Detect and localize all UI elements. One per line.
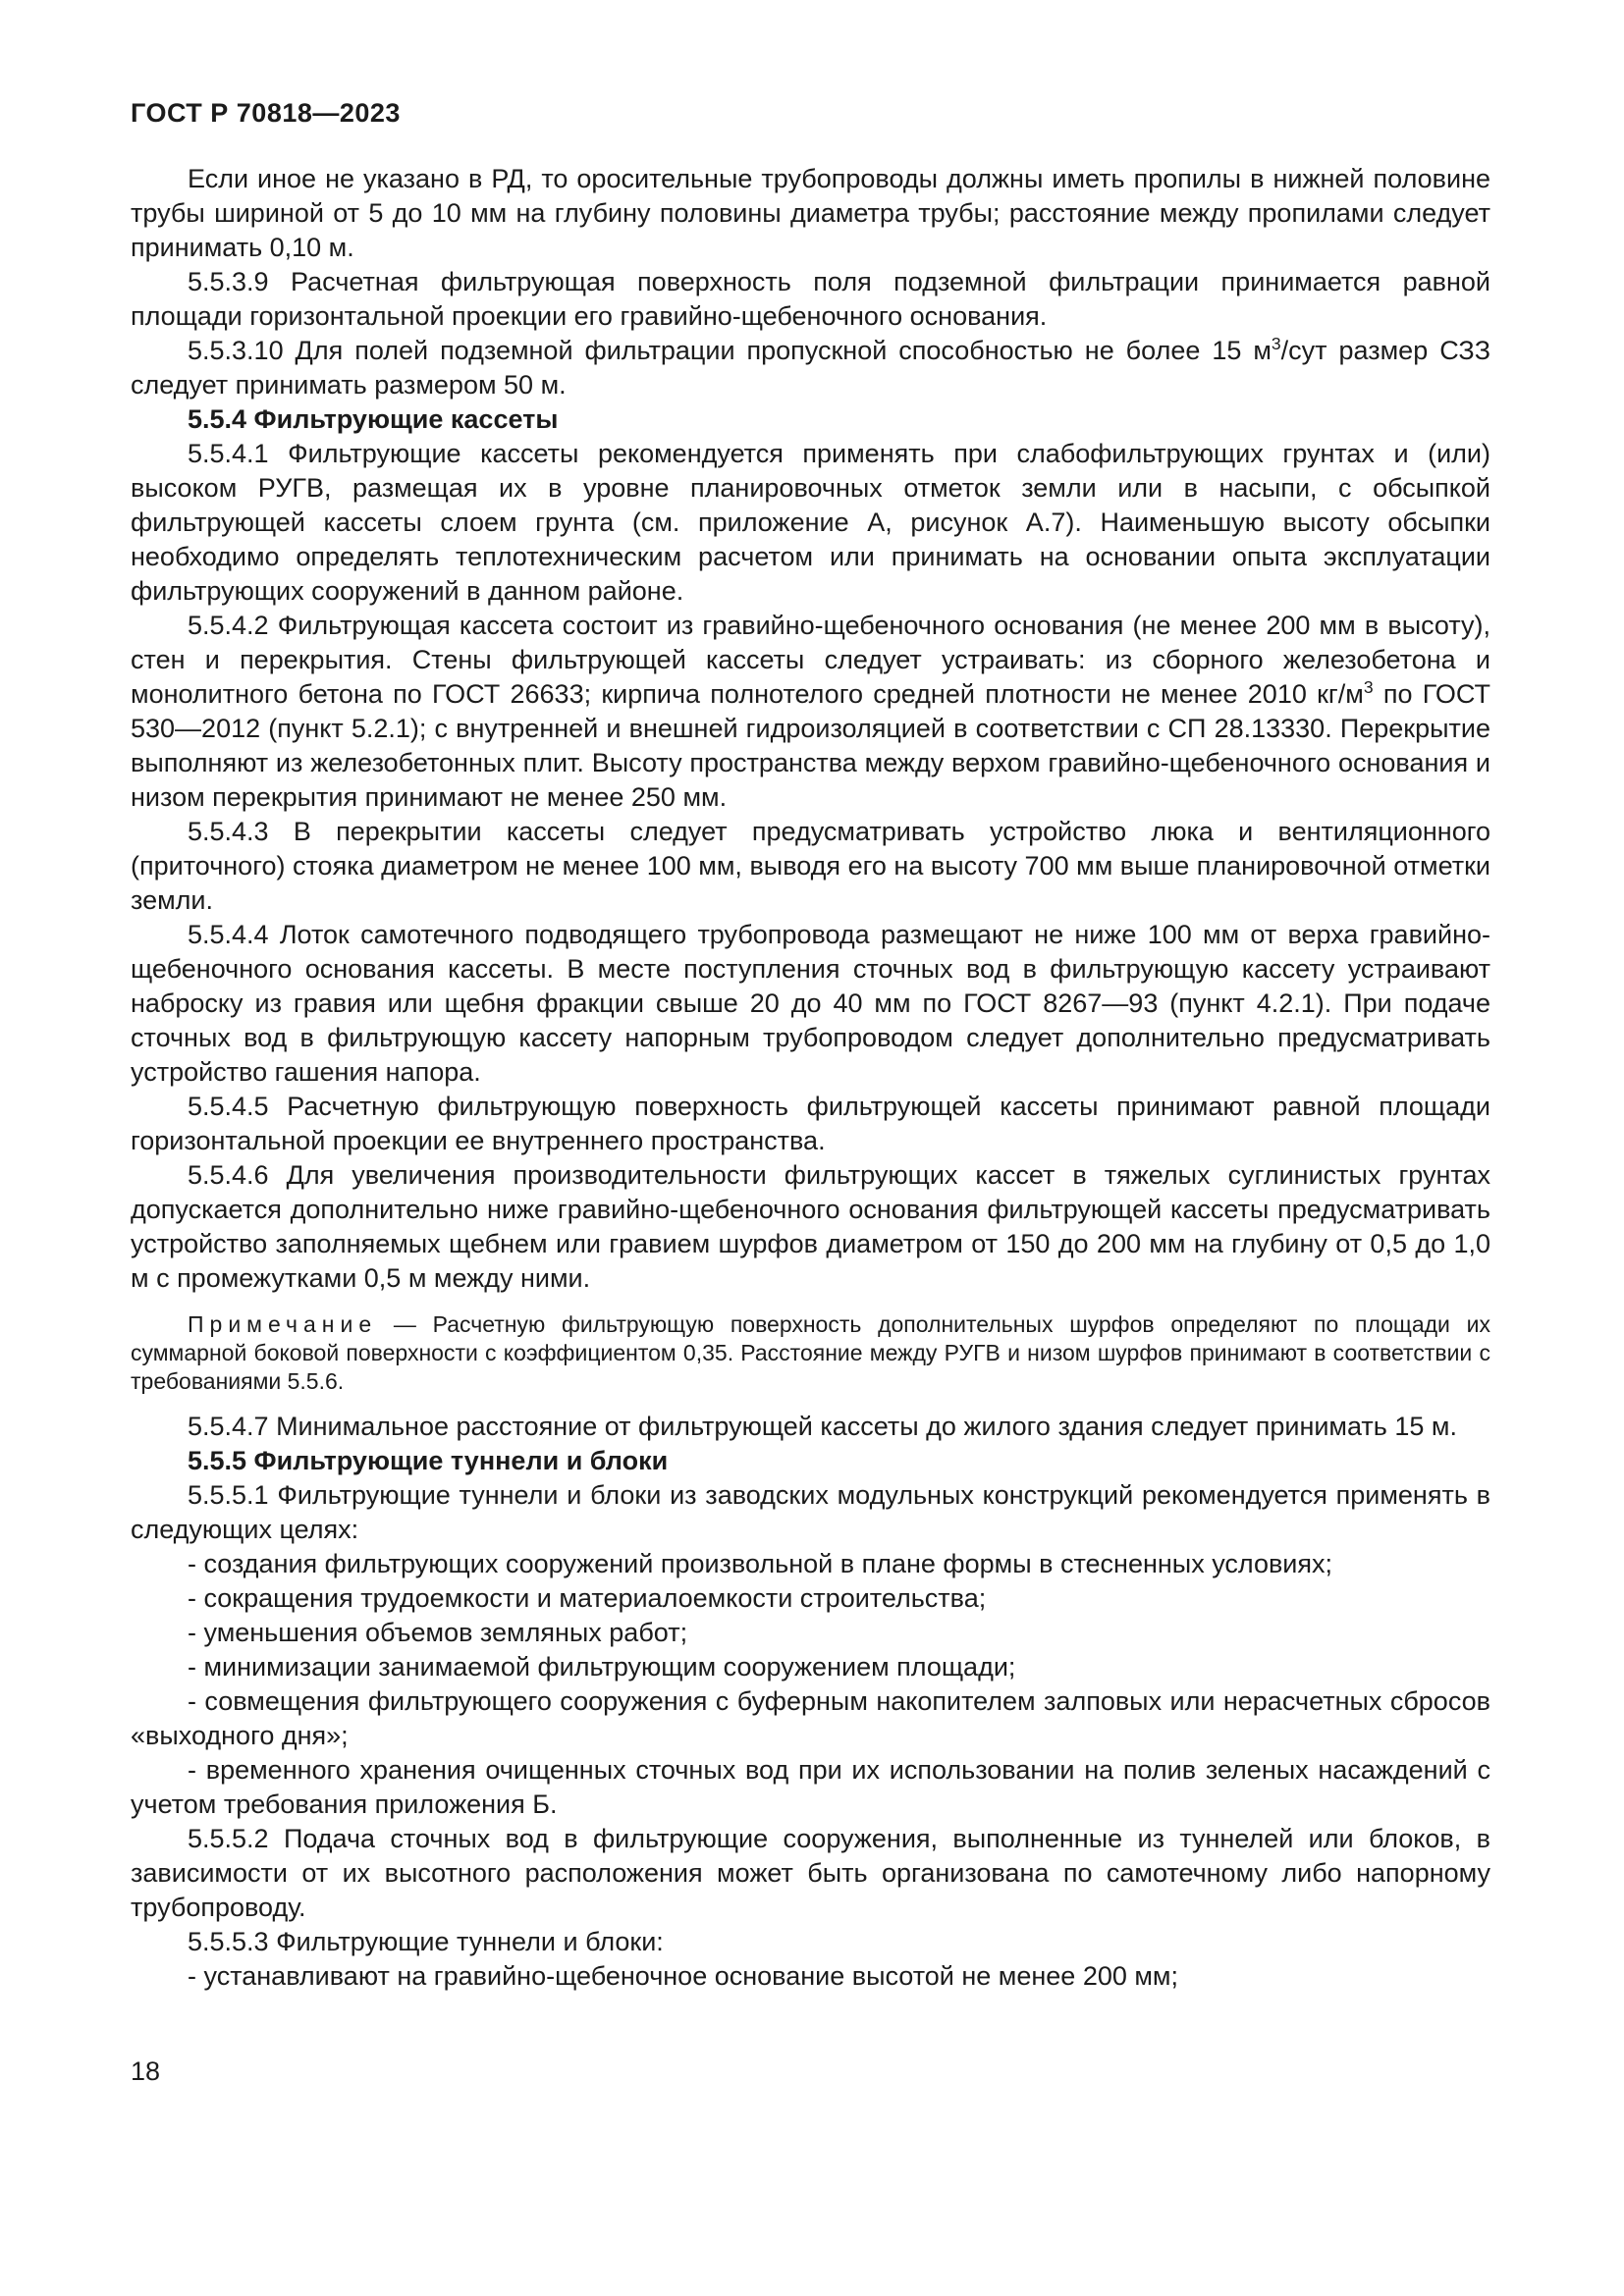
text-run: 5.5.4.2 Фильтрующая кассета состоит из гравийно-щебеночного основания (не менее 200 мм в высоту), стен и перекрытия. Стены фильтрующей кассеты следует устраивать: из сборного железобетона и монолитного бетона по ГОСТ 26633; кирпича полнотелого средней плотности не менее 2010 кг/м [131, 611, 1490, 709]
list-item-buffer: - совмещения фильтрующего сооружения с буферным накопителем залповых или нерасчетных сбросов «выходного дня»; [131, 1686, 1490, 1750]
heading-5-5-5: 5.5.5 Фильтрующие туннели и блоки [188, 1446, 669, 1475]
superscript-cubic-meter: 3 [1271, 334, 1281, 353]
list-item-base: - устанавливают на гравийно-щебеночное основание высотой не менее 200 мм; [188, 1961, 1178, 1991]
note-block [131, 1310, 1490, 1396]
doc-body [131, 162, 1490, 1994]
superscript-cubic-meter: 3 [1363, 677, 1374, 697]
paragraph-5-5-4-7: 5.5.4.7 Минимальное расстояние от фильтрующей кассеты до жилого здания следует принимать 15 м. [188, 1412, 1457, 1441]
paragraph-irrigation-pipes: Если иное не указано в РД, то оросительные трубопроводы должны иметь пропилы в нижней половине трубы шириной от 5 до 10 мм на глубину половины диаметра трубы; расстояние между пропилами следует принимать 0,10 м. [131, 164, 1490, 262]
heading-5-5-4: 5.5.4 Фильтрующие кассеты [188, 404, 559, 434]
text-run: /сут размер СЗЗ следует принимать размером 50 м. [131, 336, 1491, 400]
page-number: 18 [131, 2056, 161, 2086]
paragraph-5-5-4-1: 5.5.4.1 Фильтрующие кассеты рекомендуется применять при слабофильтрующих грунтах и (или) высоком РУГВ, размещая их в уровне планировочных отметок земли или в насыпи, с обсыпкой фильтрующей кассеты слоем грунта (см. приложение А, рисунок А.7). Наименьшую высоту обсыпки необходимо определять теплотехническим расчетом или принимать на основании опыта эксплуатации фильтрующих сооружений в данном районе. [131, 439, 1490, 606]
note-text: — Расчетную фильтрующую поверхность дополнительных шурфов определяют по площади их суммарной боковой поверхности с коэффициентом 0,35. Расстояние между РУГВ и низом шурфов принимают в соответствии с требованиями 5.5.6. [131, 1311, 1490, 1394]
note-label: Примечание [188, 1311, 378, 1337]
list-item-shapes: - создания фильтрующих сооружений произвольной в плане формы в стесненных условиях; [188, 1549, 1333, 1578]
doc-header [131, 98, 1490, 129]
paragraph-5-5-5-1: 5.5.5.1 Фильтрующие туннели и блоки из заводских модульных конструкций рекомендуется применять в следующих целях: [131, 1480, 1490, 1544]
paragraph-5-5-4-6: 5.5.4.6 Для увеличения производительности фильтрующих кассет в тяжелых суглинистых грунтах допускается дополнительно ниже гравийно-щебеночного основания фильтрующей кассеты предусматривать устройство заполняемых щебнем или гравием шурфов диаметром от 150 до 200 мм на глубину от 0,5 до 1,0 м с промежутками 0,5 м между ними. [131, 1160, 1490, 1293]
doc-footer [131, 2056, 1490, 2087]
list-item-storage: - временного хранения очищенных сточных вод при их использовании на полив зеленых насаждений с учетом требования приложения Б. [131, 1755, 1490, 1819]
list-item-earthworks: - уменьшения объемов земляных работ; [188, 1618, 688, 1647]
text-run: 5.5.3.10 Для полей подземной фильтрации пропускной способностью не более 15 м [188, 336, 1272, 365]
paragraph-5-5-3-9: 5.5.3.9 Расчетная фильтрующая поверхность поля подземной фильтрации принимается равной площади горизонтальной проекции его гравийно-щебеночного основания. [131, 267, 1490, 331]
text-run: по ГОСТ 530—2012 (пункт 5.2.1); с внутренней и внешней гидроизоляцией в соответствии с СП 28.13330. Перекрытие выполняют из железобетонных плит. Высоту пространства между верхом гравийно-щебеночного основания и низом перекрытия принимают не менее 250 мм. [131, 679, 1490, 812]
paragraph-5-5-4-4: 5.5.4.4 Лоток самотечного подводящего трубопровода размещают не ниже 100 мм от верха гравийно-щебеночного основания кассеты. В месте поступления сточных вод в фильтрующую кассету устраивают наброску из гравия или щебня фракции свыше 20 до 40 мм по ГОСТ 8267—93 (пункт 4.2.1). При подаче сточных вод в фильтрующую кассету напорным трубопроводом следует дополнительно предусматривать устройство гашения напора. [131, 920, 1490, 1087]
paragraph-5-5-5-3: 5.5.5.3 Фильтрующие туннели и блоки: [188, 1927, 664, 1956]
list-item-labor: - сокращения трудоемкости и материалоемкости строительства; [188, 1583, 987, 1613]
paragraph-5-5-4-2 [131, 609, 1490, 815]
list-item-area: - минимизации занимаемой фильтрующим сооружением площади; [188, 1652, 1016, 1682]
paragraph-5-5-3-10 [131, 334, 1490, 402]
paragraph-5-5-5-2: 5.5.5.2 Подача сточных вод в фильтрующие сооружения, выполненные из туннелей или блоков, в зависимости от их высотного расположения может быть организована по самотечному либо напорному трубопроводу. [131, 1824, 1490, 1922]
paragraph-5-5-4-5: 5.5.4.5 Расчетную фильтрующую поверхность фильтрующей кассеты принимают равной площади горизонтальной проекции ее внутреннего пространства. [131, 1092, 1490, 1155]
paragraph-5-5-4-3: 5.5.4.3 В перекрытии кассеты следует предусматривать устройство люка и вентиляционного (приточного) стояка диаметром не менее 100 мм, выводя его на высоту 700 мм выше планировочной отметки земли. [131, 817, 1490, 915]
doc-number: ГОСТ Р 70818—2023 [131, 98, 401, 128]
